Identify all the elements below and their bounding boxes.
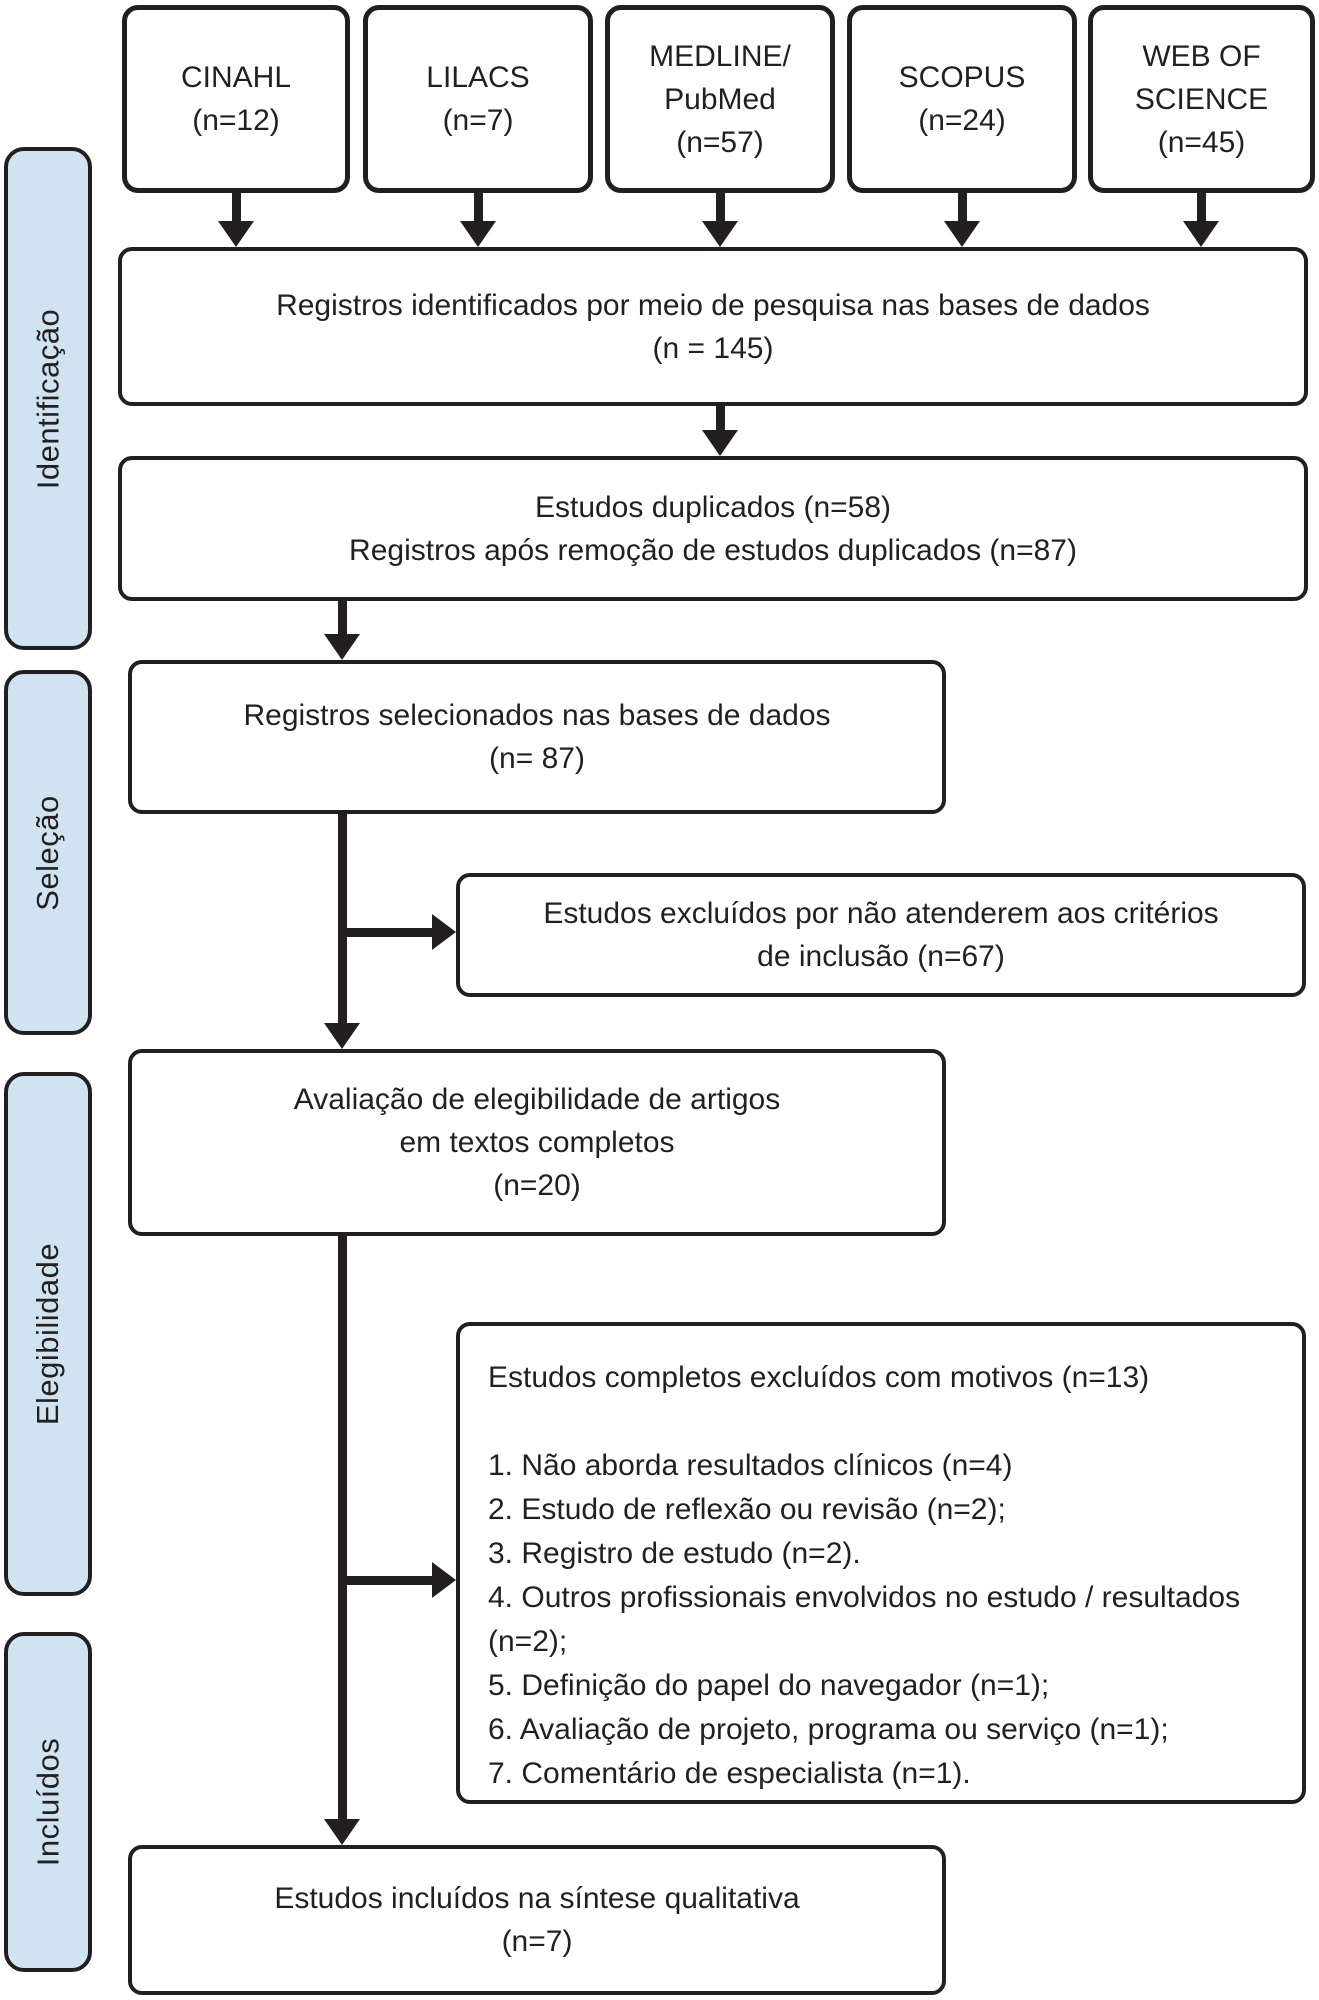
source-box-scopus (847, 5, 1077, 193)
text-line: CINAHL (180, 61, 292, 94)
arrow-branch-to-excluded-fulltext (338, 1562, 456, 1598)
arrow-branch-to-excluded-screening (338, 914, 456, 950)
text-line: Registros selecionados nas bases de dados (243, 699, 831, 732)
box-duplicates-removed (118, 456, 1308, 601)
text-line: 1. Não aborda resultados clínicos (n=4) (488, 1449, 1013, 1482)
source-box-lilacs (363, 5, 593, 193)
box-excluded-fulltext-reasons (456, 1322, 1306, 1804)
text-line: WEB OF (1142, 39, 1261, 73)
text-line: 7. Comentário de especialista (n=1). (488, 1757, 971, 1790)
excluded-fulltext-header: Estudos completos excluídos com motivos (n=13) (488, 1361, 1150, 1394)
stage-bar-identificacao (4, 147, 92, 650)
text-line: (n=45) (1157, 125, 1246, 159)
source-box-medline-pubmed (605, 5, 835, 193)
arrow-shaft (716, 193, 725, 223)
text-line: 2. Estudo de reflexão ou revisão (n=2); (488, 1493, 1006, 1526)
text-line: PubMed (664, 82, 776, 116)
arrow-cinahl-to-identified (218, 193, 255, 247)
arrow-duplicates-to-screened (324, 601, 361, 660)
arrow-head-icon (460, 221, 496, 247)
text-line: (n=7) (442, 104, 514, 137)
text-line: (n=57) (676, 125, 764, 159)
arrow-head-icon (944, 221, 980, 247)
arrow-wos-to-identified (1183, 193, 1220, 247)
arrow-identified-to-duplicates (702, 406, 739, 456)
box-excluded-screening (456, 873, 1306, 997)
arrow-head-icon (702, 221, 738, 247)
arrow-shaft (338, 1576, 434, 1585)
text-line: LILACS (426, 61, 530, 94)
arrow-head-icon (702, 430, 738, 456)
box-eligibility-assessment (128, 1049, 946, 1236)
arrow-medline-to-identified (702, 193, 739, 247)
stage-label-incluidos: Incluídos (30, 1737, 66, 1867)
text-line: Registros após remoção de estudos duplicados (n=87) (349, 533, 1077, 567)
text-line: Registros identificados por meio de pesquisa nas bases de dados (276, 288, 1150, 322)
text-line: 4. Outros profissionais envolvidos no estudo / resultados (n=2); (488, 1581, 1241, 1658)
arrow-head-icon (324, 1819, 360, 1845)
arrow-shaft (338, 601, 347, 636)
text-line: 3. Registro de estudo (n=2). (488, 1537, 861, 1570)
excluded-fulltext-reason-list (488, 1444, 1274, 1796)
box-records-identified (118, 247, 1308, 406)
arrow-shaft (958, 193, 967, 223)
arrow-head-icon (218, 221, 254, 247)
text-line: SCOPUS (898, 61, 1026, 94)
text-line: (n = 145) (652, 331, 774, 365)
text-line: MEDLINE/ (649, 39, 791, 73)
stage-bar-incluidos (4, 1632, 92, 1972)
stage-label-selecao: Seleção (30, 794, 65, 911)
arrow-lilacs-to-identified (460, 193, 497, 247)
text-line: de inclusão (n=67) (757, 940, 1005, 973)
arrow-shaft (338, 928, 434, 937)
text-line: SCIENCE (1134, 82, 1269, 116)
stage-label-identificacao: Identificação (30, 308, 65, 489)
arrow-head-icon (432, 1562, 456, 1598)
arrow-eligibility-to-included (324, 1236, 361, 1845)
box-records-screened (128, 660, 946, 814)
arrow-head-icon (432, 914, 456, 950)
arrow-head-icon (1183, 221, 1219, 247)
arrow-shaft (232, 193, 241, 223)
text-line: (n=24) (918, 104, 1006, 137)
arrow-head-icon (324, 1023, 360, 1049)
text-line: Estudos incluídos na síntese qualitativa (274, 1882, 800, 1915)
stage-bar-elegibilidade (4, 1072, 92, 1596)
arrow-shaft (338, 1236, 347, 1821)
stage-bar-selecao (4, 670, 92, 1035)
text-line: (n=20) (493, 1169, 581, 1202)
text-line: (n= 87) (489, 742, 585, 775)
text-line: (n=7) (501, 1925, 573, 1958)
text-line: Estudos excluídos por não atenderem aos critérios (543, 897, 1219, 930)
arrow-head-icon (324, 634, 360, 660)
box-included-qualitative (128, 1845, 946, 1995)
text-line: 5. Definição do papel do navegador (n=1); (488, 1669, 1050, 1702)
stage-label-elegibilidade: Elegibilidade (30, 1242, 65, 1426)
arrow-shaft (716, 406, 725, 432)
arrow-shaft (474, 193, 483, 223)
arrow-scopus-to-identified (944, 193, 981, 247)
source-box-web-of-science (1088, 5, 1315, 193)
text-line: 6. Avaliação de projeto, programa ou serviço (n=1); (488, 1713, 1169, 1746)
text-line: (n=12) (192, 104, 280, 137)
source-box-cinahl (122, 5, 350, 193)
arrow-shaft (1197, 193, 1206, 223)
text-line: em textos completos (399, 1126, 675, 1159)
text-line: Estudos duplicados (n=58) (534, 490, 892, 524)
text-line: Avaliação de elegibilidade de artigos (293, 1083, 781, 1116)
